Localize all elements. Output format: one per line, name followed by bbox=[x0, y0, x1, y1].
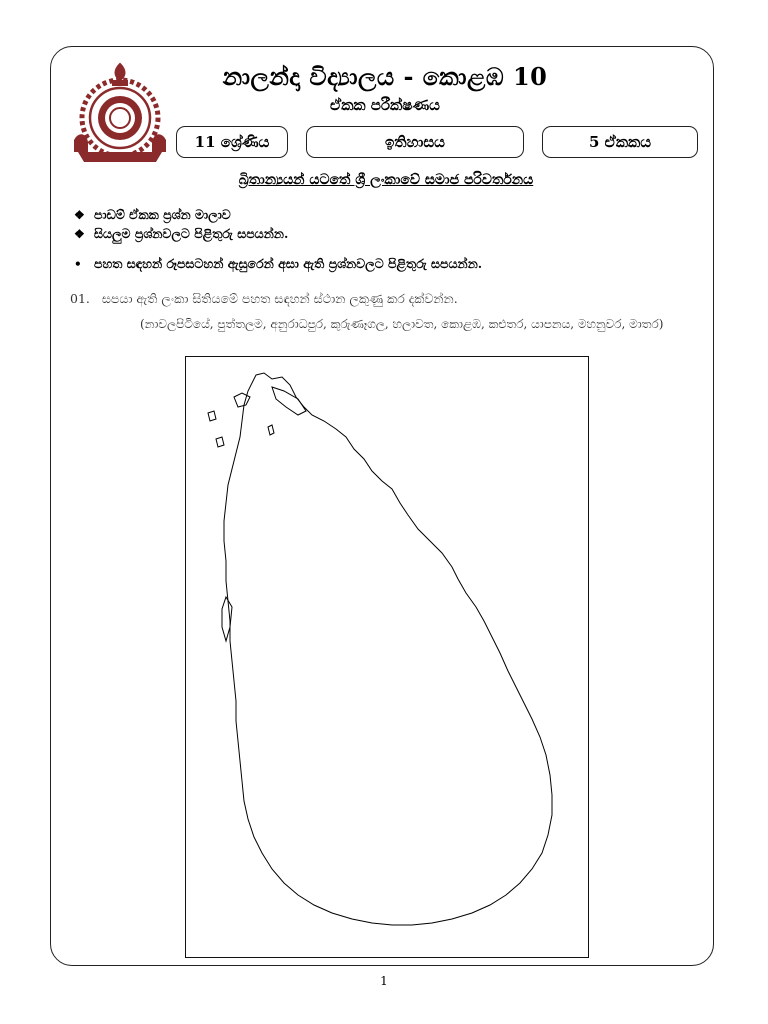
sri-lanka-outline-icon bbox=[186, 357, 590, 959]
school-crest-icon bbox=[70, 60, 170, 166]
grade-label: 11 ශ්‍රේණිය bbox=[194, 133, 270, 151]
question-number: 01. bbox=[70, 291, 90, 306]
topic-title: බ්‍රිතාන්‍යයන් යටතේ ශ්‍රී ලංකාවේ සමාජ පරිවර්තනය bbox=[238, 172, 534, 188]
instruction-text: සියලුම ප්‍රශ්නවලට පිළිතුරු සපයන්න. bbox=[94, 226, 289, 241]
unit-label: 5 ඒකකය bbox=[589, 133, 651, 151]
instruction-item bbox=[74, 256, 482, 272]
subject-label: ඉතිහාසය bbox=[385, 133, 445, 151]
instruction-item bbox=[74, 207, 231, 223]
instruction-text: පාඩම් ඒකක ප්‍රශ්න මාලාව bbox=[94, 207, 231, 222]
sri-lanka-map bbox=[185, 356, 589, 958]
subject-box bbox=[306, 126, 524, 158]
school-name: නාලන්දා විද්‍යාලය - කොළඹ 10 bbox=[222, 62, 548, 91]
dot-bullet-icon: • bbox=[74, 257, 82, 271]
question-text: සපයා ඇති ලංකා සිතියමේ පහත සඳහන් ස්ථාන ලකුණු කර දක්වන්න. bbox=[101, 291, 458, 306]
diamond-bullet-icon: ❖ bbox=[74, 208, 85, 222]
unit-box bbox=[542, 126, 698, 158]
place-list: (නාවලපිටියේ, පුත්තලම, අනුරාධපුර, කුරුණෑගල, හලාවත, කොළඹ, කළුතර, යාපනය, මහනුවර, මාතර) bbox=[140, 317, 664, 331]
exam-type: ඒකක පරීක්ෂණය bbox=[330, 96, 440, 114]
diamond-bullet-icon: ❖ bbox=[74, 227, 85, 241]
question-line bbox=[70, 291, 458, 307]
instruction-text: පහත සඳහන් රූපසටහන් ඇසුරෙන් අසා ඇති ප්‍රශ්නවලට පිළිතුරු සපයන්න. bbox=[94, 256, 483, 271]
page-number: 1 bbox=[380, 974, 388, 988]
grade-box bbox=[176, 126, 288, 158]
instruction-item bbox=[74, 226, 288, 242]
